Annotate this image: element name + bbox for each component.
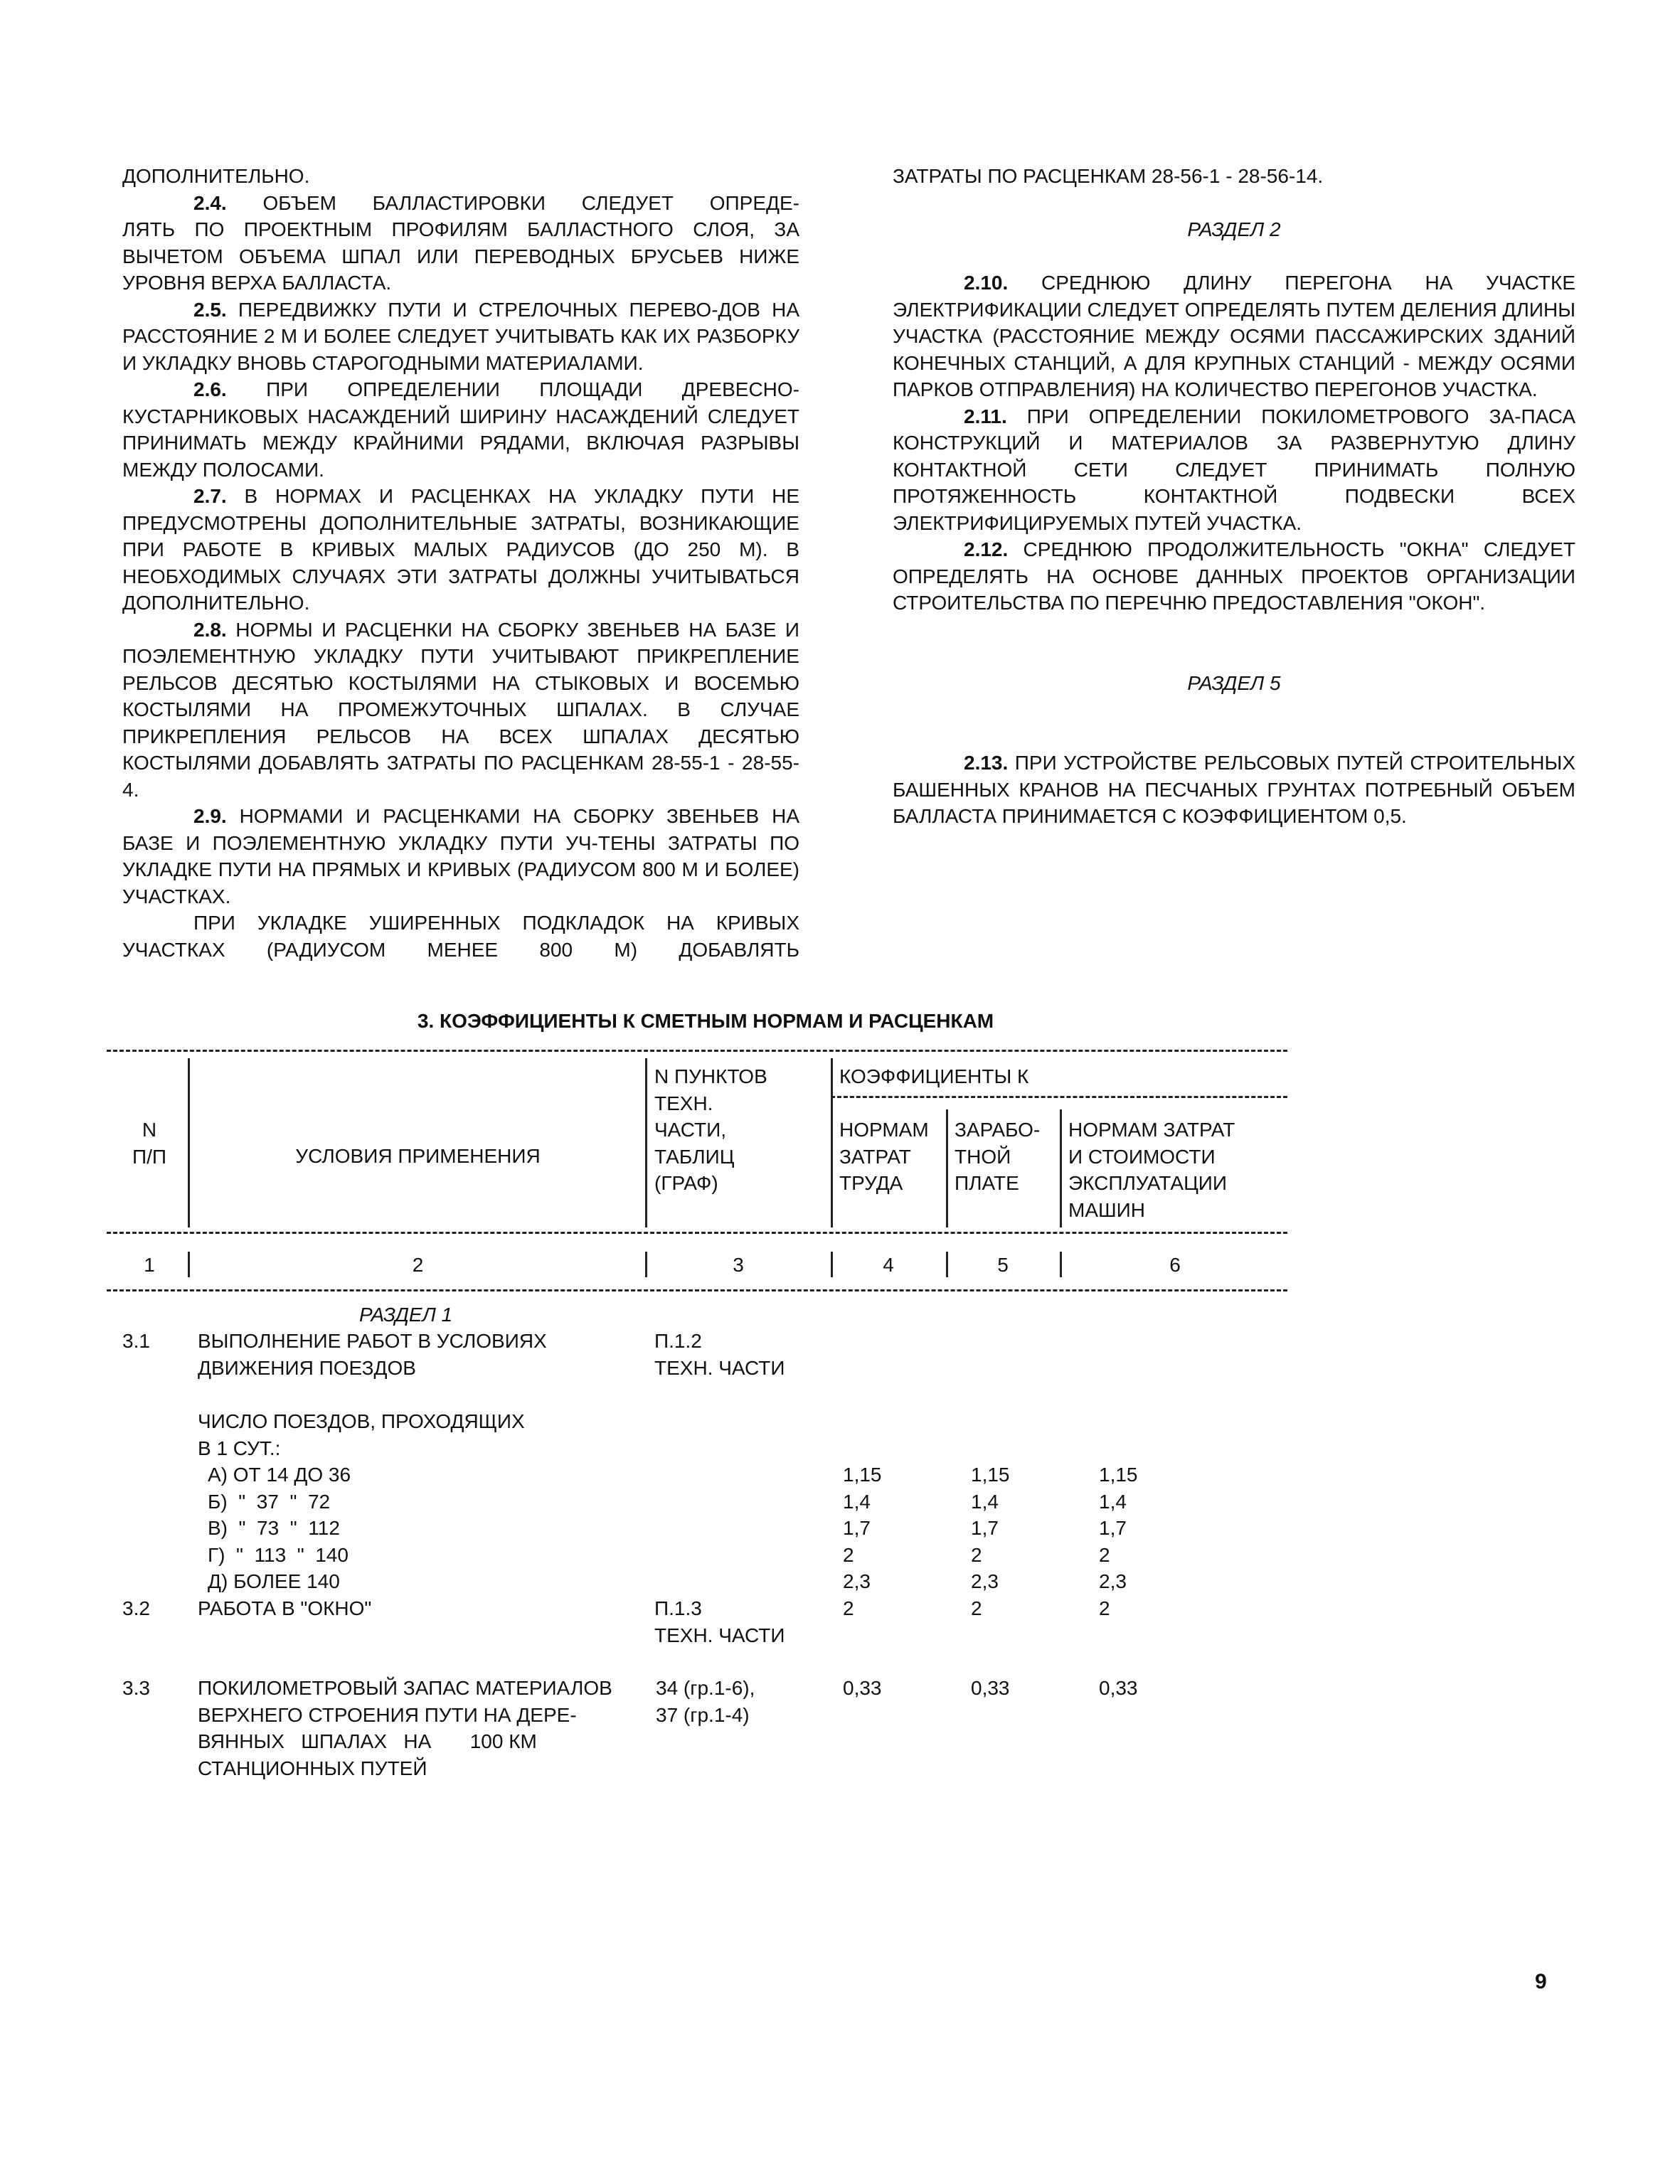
column-number: 2 (412, 1254, 424, 1276)
paragraph-text: ОБЪЕМ БАЛЛАСТИРОВКИ СЛЕДУЕТ ОПРЕДЕ- (262, 191, 799, 214)
clause-number: 2.6. (193, 378, 227, 400)
row-conditions: ВЫПОЛНЕНИЕ РАБОТ В УСЛОВИЯХ ДВИЖЕНИЯ ПОЕЗДОВ (198, 1330, 547, 1379)
coef-machines: 0,33 (1099, 1677, 1138, 1699)
coef-machines: 1,15 1,4 1,7 2 2,3 (1099, 1464, 1138, 1592)
spacer (893, 617, 1575, 670)
row-conditions: ПОКИЛОМЕТРОВЫЙ ЗАПАС МАТЕРИАЛОВ ВЕРХНЕГО СТРОЕНИЯ ПУТИ НА ДЕРЕ- ВЯННЫХ ШПАЛАХ НА 100 КМ СТАНЦИОННЫХ ПУТЕЙ (198, 1677, 612, 1779)
clause-number: 2.7. (193, 485, 227, 507)
clause-number: 2.12. (964, 538, 1009, 560)
paragraph-2-6 (122, 376, 799, 483)
paragraph-text: ПРИ ОПРЕДЕЛЕНИИ ПОКИЛОМЕТРОВОГО ЗА-ПАСА КОНСТРУКЦИЙ И МАТЕРИАЛОВ ЗА РАЗВЕРНУТУЮ ДЛИНУ КОНТАКТНОЙ СЕТИ СЛЕДУЕТ ПРИНИМАТЬ ПОЛНУЮ ПРОТЯЖЕННОСТЬ КОНТАКТНОЙ ПОДВЕСКИ ВСЕХ ЭЛЕКТРИФИЦИРУЕМЫХ ПУТЕЙ УЧАСТКА. (893, 405, 1576, 534)
header-col-machines: НОРМАМ ЗАТРАТ И СТОИМОСТИ ЭКСПЛУАТАЦИИ МАШИН (1068, 1119, 1235, 1221)
spacer (893, 696, 1575, 750)
paragraph-text: ПРИ ОПРЕДЕЛЕНИИ ПЛОЩАДИ ДРЕВЕСНО-КУСТАРНИКОВЫХ НАСАЖДЕНИЙ ШИРИНУ НАСАЖДЕНИЙ СЛЕДУЕТ ПРИНИМАТЬ МЕЖДУ КРАЙНИМИ РЯДАМИ, ВКЛЮЧАЯ РАЗРЫВЫ МЕЖДУ ПОЛОСАМИ. (122, 378, 799, 481)
paragraph-2-12 (893, 536, 1575, 617)
column-divider (188, 1252, 190, 1277)
column-divider (946, 1109, 948, 1227)
paragraph-2-11 (893, 403, 1575, 537)
clause-number: 2.9. (193, 805, 227, 827)
coef-labor: 0,33 (843, 1677, 882, 1699)
header-col-number: N П/П (132, 1119, 167, 1168)
row-number: 3.2 (122, 1597, 150, 1619)
row-subtitle: ЧИСЛО ПОЕЗДОВ, ПРОХОДЯЩИХ В 1 СУТ.: (198, 1410, 525, 1459)
column-number: 5 (997, 1254, 1009, 1276)
coef-labor: 1,15 1,4 1,7 2 2,3 (843, 1464, 882, 1592)
header-subrule (831, 1096, 1287, 1098)
paragraph-text: СРЕДНЮЮ ПРОДОЛЖИТЕЛЬНОСТЬ "ОКНА" СЛЕДУЕТ ОПРЕДЕЛЯТЬ НА ОСНОВЕ ДАННЫХ ПРОЕКТОВ ОРГАНИЗАЦИИ СТРОИТЕЛЬСТВА ПО ПЕРЕЧНЮ ПРЕДОСТАВЛЕНИЯ "ОКОН". (893, 538, 1575, 614)
table-rule-top (107, 1050, 1287, 1052)
coef-wages: 0,33 (971, 1677, 1010, 1699)
row-reference: П.1.2 ТЕХН. ЧАСТИ (654, 1330, 785, 1379)
row-reference: П.1.3 ТЕХН. ЧАСТИ (654, 1597, 785, 1646)
header-col-conditions: УСЛОВИЯ ПРИМЕНЕНИЯ (295, 1145, 541, 1167)
page-number: 9 (1535, 1970, 1547, 1993)
table-rule-numbers (107, 1289, 1287, 1291)
section-heading: РАЗДЕЛ 5 (1187, 671, 1281, 694)
coef-machines: 2 (1099, 1597, 1110, 1619)
row-number: 3.3 (122, 1677, 150, 1699)
paragraph: ДОПОЛНИТЕЛЬНО. (122, 165, 310, 187)
paragraph-2-13 (893, 750, 1575, 830)
spacer (893, 190, 1575, 217)
left-text-column (122, 163, 799, 963)
clause-number: 2.10. (964, 272, 1009, 294)
paragraph-2-5 (122, 297, 799, 377)
coef-wages: 1,15 1,4 1,7 2 2,3 (971, 1464, 1010, 1592)
column-number: 3 (733, 1254, 744, 1276)
paragraph-supplement: ПРИ УКЛАДКЕ УШИРЕННЫХ ПОДКЛАДОК НА КРИВЫХ УЧАСТКАХ (РАДИУСОМ МЕНЕЕ 800 М) ДОБАВЛЯТЬ (122, 912, 799, 961)
paragraph: ЗАТРАТЫ ПО РАСЦЕНКАМ 28-56-1 - 28-56-14. (893, 165, 1324, 187)
column-number: 6 (1169, 1254, 1181, 1276)
header-col-reference: N ПУНКТОВ ТЕХН. ЧАСТИ, ТАБЛИЦ (ГРАФ) (654, 1065, 767, 1194)
header-coef-group: КОЭФФИЦИЕНТЫ К (839, 1065, 1029, 1087)
paragraph-text: НОРМАМИ И РАСЦЕНКАМИ НА СБОРКУ ЗВЕНЬЕВ НА БАЗЕ И ПОЭЛЕМЕНТНУЮ УКЛАДКУ ПУТИ УЧ-ТЕНЫ ЗАТРАТЫ ПО УКЛАДКЕ ПУТИ НА ПРЯМЫХ И КРИВЫХ (РАДИУСОМ 800 М И БОЛЕЕ) УЧАСТКАХ. (122, 805, 799, 907)
header-col-wages: ЗАРАБО- ТНОЙ ПЛАТЕ (955, 1119, 1041, 1194)
row-reference: 34 (гр.1-6), 37 (гр.1-4) (656, 1677, 755, 1726)
paragraph-2-10 (893, 270, 1575, 403)
coef-wages: 2 (971, 1597, 982, 1619)
paragraph-text: ПЕРЕДВИЖКУ ПУТИ И СТРЕЛОЧНЫХ ПЕРЕВО-ДОВ НА РАССТОЯНИЕ 2 М И БОЛЕЕ СЛЕДУЕТ УЧИТЫВАТЬ КАК ИХ РАЗБОРКУ И УКЛАДКУ ВНОВЬ СТАРОГОДНЫМИ МАТЕРИАЛАМИ. (122, 298, 799, 374)
paragraph-text: СРЕДНЮЮ ДЛИНУ ПЕРЕГОНА НА УЧАСТКЕ ЭЛЕКТРИФИКАЦИИ СЛЕДУЕТ ОПРЕДЕЛЯТЬ ПУТЕМ ДЕЛЕНИЯ ДЛИНЫ УЧАСТКА (РАССТОЯНИЕ МЕЖДУ ОСЯМИ ПАССАЖИРСКИХ ЗДАНИЙ КОНЕЧНЫХ СТАНЦИЙ, А ДЛЯ КРУПНЫХ СТАНЦИЙ - МЕЖДУ ОСЯМИ ПАРКОВ ОТПРАВЛЕНИЯ) НА КОЛИЧЕСТВО ПЕРЕГОНОВ УЧАСТКА. (893, 272, 1576, 400)
clause-number: 2.8. (193, 618, 227, 641)
clause-number: 2.5. (193, 298, 227, 321)
header-col-labor: НОРМАМ ЗАТРАТ ТРУДА (839, 1119, 929, 1194)
paragraph-2-8 (122, 617, 799, 804)
paragraph-2-7 (122, 483, 799, 617)
column-divider (1060, 1109, 1062, 1227)
column-number: 4 (883, 1254, 894, 1276)
right-text-column (893, 163, 1575, 830)
paragraph-text: ПРИ УСТРОЙСТВЕ РЕЛЬСОВЫХ ПУТЕЙ СТРОИТЕЛЬНЫХ БАШЕННЫХ КРАНОВ НА ПЕСЧАНЫХ ГРУНТАХ ПОТРЕБНЫЙ ОБЪЕМ БАЛЛАСТА ПРИНИМАЕТСЯ С КОЭФФИЦИЕНТОМ 0,5. (893, 752, 1575, 827)
paragraph-text: В НОРМАХ И РАСЦЕНКАХ НА УКЛАДКУ ПУТИ НЕ ПРЕДУСМОТРЕНЫ ДОПОЛНИТЕЛЬНЫЕ ЗАТРАТЫ, ВОЗНИКАЮЩИЕ ПРИ РАБОТЕ В КРИВЫХ МАЛЫХ РАДИУСОВ (ДО 250 М). В НЕОБХОДИМЫХ СЛУЧАЯХ ЭТИ ЗАТРАТЫ ДОЛЖНЫ УЧИТЫВАТЬСЯ ДОПОЛНИТЕЛЬНО. (122, 485, 799, 614)
coef-labor: 2 (843, 1597, 854, 1619)
paragraph-2-4-cont: ЛЯТЬ ПО ПРОЕКТНЫМ ПРОФИЛЯМ БАЛЛАСТНОГО СЛОЯ, ЗА ВЫЧЕТОМ ОБЪЕМА ШПАЛ ИЛИ ПЕРЕВОДНЫХ БРУСЬЕВ НИЖЕ УРОВНЯ ВЕРХА БАЛЛАСТА. (122, 218, 799, 294)
row-items: А) ОТ 14 ДО 36 Б) " 37 " 72 В) " 73 " 112 Г) " 113 " 140 Д) БОЛЕЕ 140 (208, 1464, 351, 1592)
clause-number: 2.13. (964, 752, 1009, 774)
table-rule-header (107, 1232, 1287, 1234)
table-section-heading: РАЗДЕЛ 1 (359, 1304, 453, 1326)
clause-number: 2.11. (964, 405, 1007, 427)
row-conditions: РАБОТА В "ОКНО" (198, 1597, 372, 1619)
column-number: 1 (144, 1254, 155, 1276)
paragraph-text: НОРМЫ И РАСЦЕНКИ НА СБОРКУ ЗВЕНЬЕВ НА БАЗЕ И ПОЭЛЕМЕНТНУЮ УКЛАДКУ ПУТИ УЧИТЫВАЮТ ПРИКРЕПЛЕНИЕ РЕЛЬСОВ ДЕСЯТЬЮ КОСТЫЛЯМИ НА СТЫКОВЫХ И ВОСЕМЬЮ КОСТЫЛЯМИ НА ПРОМЕЖУТОЧНЫХ ШПАЛАХ. В СЛУЧАЕ ПРИКРЕПЛЕНИЯ РЕЛЬСОВ НА ВСЕХ ШПАЛАХ ДЕСЯТЬЮ КОСТЫЛЯМИ ДОБАВЛЯТЬ ЗАТРАТЫ ПО РАСЦЕНКАМ 28-55-1 - 28-55-4. (122, 618, 799, 801)
column-divider (188, 1058, 190, 1227)
spacer (893, 243, 1575, 270)
paragraph-2-9 (122, 803, 799, 910)
row-number: 3.1 (122, 1330, 150, 1352)
section-heading: РАЗДЕЛ 2 (1187, 218, 1281, 240)
column-divider (831, 1058, 833, 1227)
table-title: 3. КОЭФФИЦИЕНТЫ К СМЕТНЫМ НОРМАМ И РАСЦЕНКАМ (417, 1010, 994, 1032)
clause-number: 2.4. (193, 191, 227, 214)
column-divider (645, 1058, 647, 1227)
paragraph-2-4 (122, 190, 799, 217)
